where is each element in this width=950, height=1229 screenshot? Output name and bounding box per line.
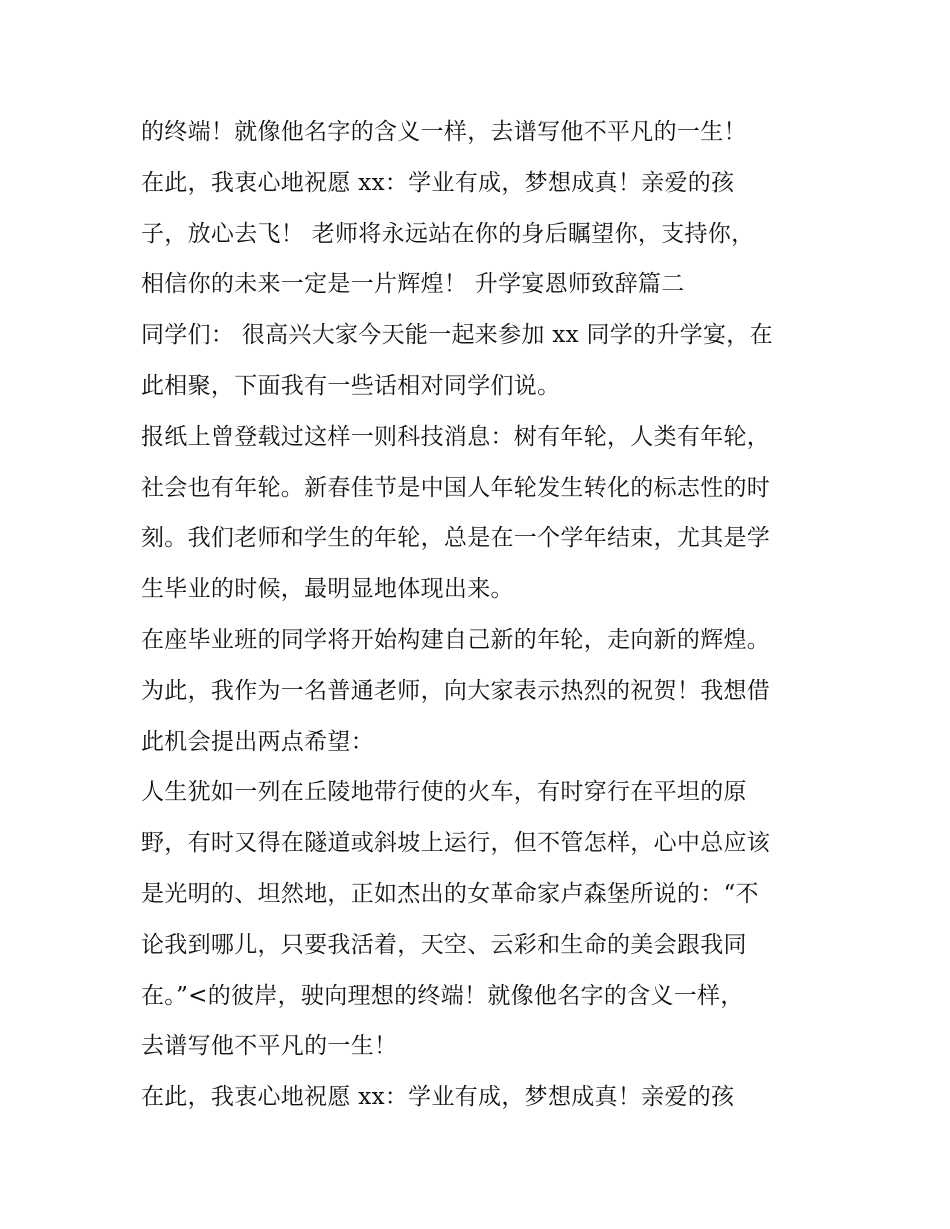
text-line: 刻。我们老师和学生的年轮，总是在一个学年结束，尤其是学 <box>141 525 771 552</box>
text-line: 为此，我作为一名普通老师，向大家表示热烈的祝贺！我想借 <box>141 677 771 704</box>
text-line: 报纸上曾登载过这样一则科技消息：树有年轮，人类有年轮， <box>141 423 771 450</box>
document-body <box>141 107 831 1123</box>
text-line: 在此，我衷心地祝愿 xx：学业有成，梦想成真！亲爱的孩 <box>141 1084 735 1111</box>
text-line: 是光明的、坦然地，正如杰出的女革命家卢森堡所说的：“不 <box>141 880 759 907</box>
text-line: 子，放心去飞！ 老师将永远站在你的身后瞩望你，支持你， <box>141 220 755 247</box>
text-line: 去谱写他不平凡的一生！ <box>141 1033 398 1060</box>
text-line: 在。”<的彼岸，驶向理想的终端！就像他名字的含义一样， <box>141 982 744 1009</box>
text-line: 人生犹如一列在丘陵地带行使的火车，有时穿行在平坦的原 <box>141 779 747 806</box>
text-line: 在座毕业班的同学将开始构建自己新的年轮，走向新的辉煌。 <box>141 626 771 653</box>
text-line: 此机会提出两点希望： <box>141 728 374 755</box>
text-line: 论我到哪儿，只要我活着，天空、云彩和生命的美会跟我同 <box>141 931 747 958</box>
text-line: 在此，我衷心地祝愿 xx：学业有成，梦想成真！亲爱的孩 <box>141 169 735 196</box>
text-line: 此相聚，下面我有一些话相对同学们说。 <box>141 372 561 399</box>
text-line: 社会也有年轮。新春佳节是中国人年轮发生转化的标志性的时 <box>141 474 771 501</box>
text-line: 野，有时又得在隧道或斜坡上运行，但不管怎样，心中总应该 <box>141 830 771 857</box>
text-line: 生毕业的时候，最明显地体现出来。 <box>141 576 514 603</box>
text-line: 相信你的未来一定是一片辉煌！ 升学宴恩师致辞篇二 <box>141 271 685 298</box>
text-line: 同学们： 很高兴大家今天能一起来参加 xx 同学的升学宴，在 <box>141 322 773 349</box>
text-line: 的终端！就像他名字的含义一样，去谱写他不平凡的一生！ <box>141 119 747 145</box>
